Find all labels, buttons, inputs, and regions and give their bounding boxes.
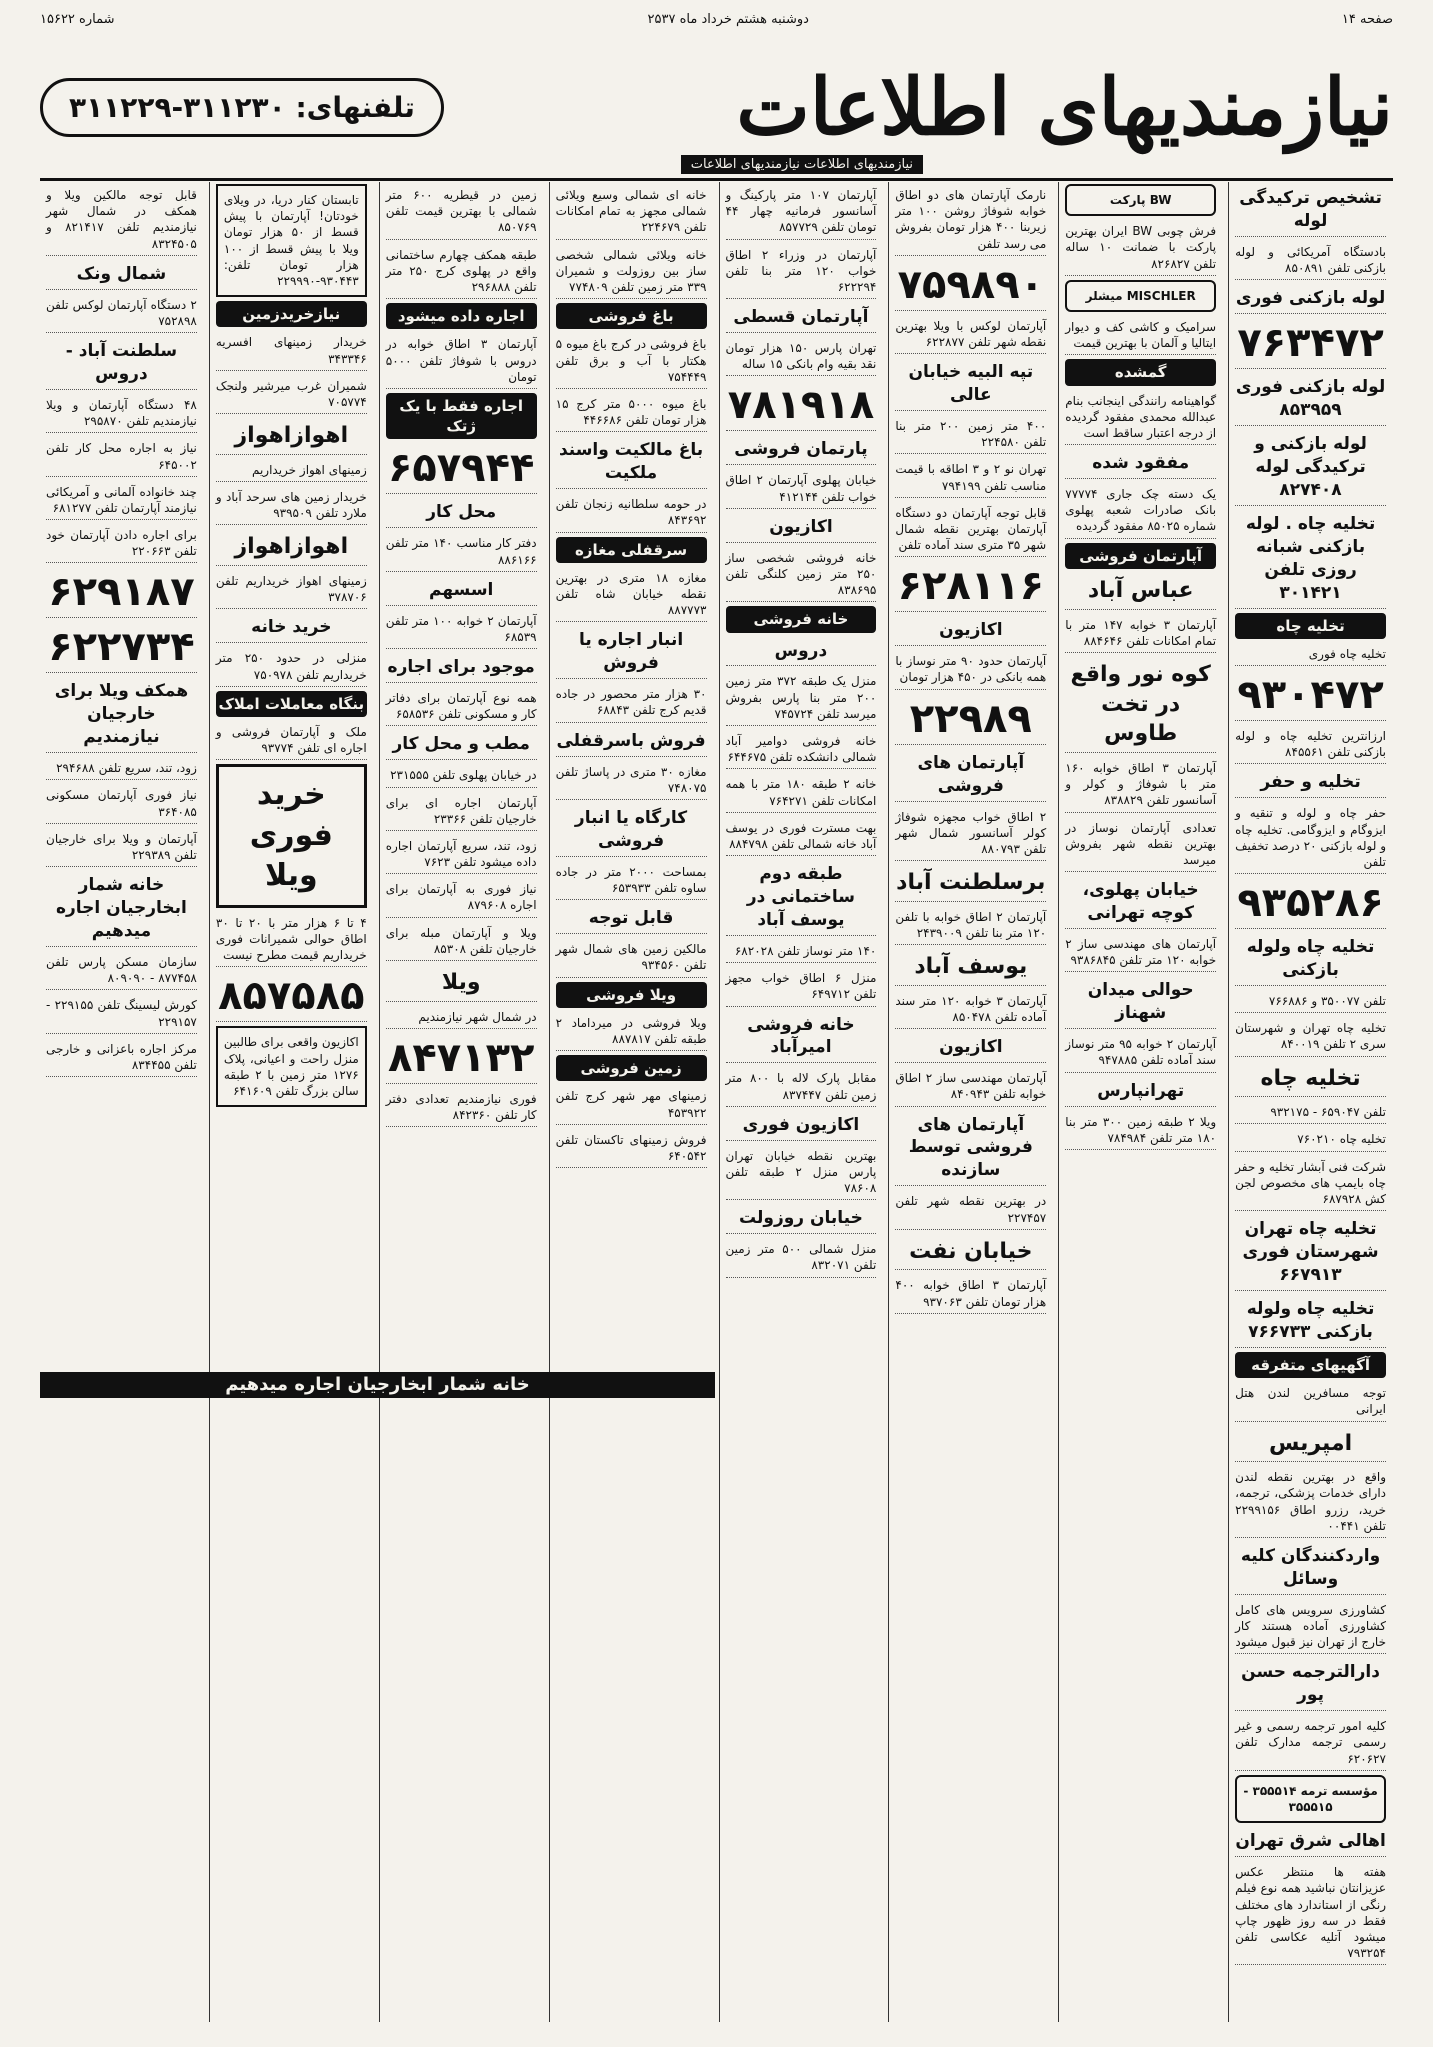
ad-text: بهت مسترت فوری در یوسف آباد خانه شمالی تلفن ۸۸۴۷۹۸ (726, 817, 877, 856)
ad-text: ۴۰۰ متر زمین ۲۰۰ متر بنا تلفن ۲۲۴۵۸۰ (895, 415, 1046, 454)
ad-heading: پارتمان فروشی (726, 435, 877, 465)
ad-heading: شمال ونک (46, 260, 197, 290)
column-2 (1058, 182, 1222, 2022)
masthead-subtitle: نیازمندیهای اطلاعات نیازمندیهای اطلاعات (681, 155, 923, 174)
ad-heading: تخلیه چاه تهران شهرستان فوری ۶۶۷۹۱۳ (1235, 1215, 1386, 1291)
ad-heading: خیابان پهلوی، کوچه تهرانی (1065, 876, 1216, 929)
ad-text: منزل یک طبقه ۳۷۲ متر زمین ۲۰۰ متر بنا پارس بفروش میرسد تلفن ۷۴۵۷۲۴ (726, 670, 877, 726)
ad-text: آپارتمان در وزراء ۲ اطاق خواب ۱۲۰ متر بنا تلفن ۶۲۲۲۹۴ (726, 244, 877, 300)
ad-phone-number: ۷۸۱۹۱۸ (726, 380, 877, 431)
column-3 (888, 182, 1052, 2022)
ad-text: طبقه همکف چهارم ساختمانی واقع در پهلوی کرج ۲۵۰ متر تلفن ۲۹۶۸۸۸ (386, 244, 537, 300)
ad-text: آپارتمان ۳ اطاق خوابه ۱۶۰ متر با شوفاژ و کولر و آسانسور تلفن ۸۳۸۸۲۹ (1065, 757, 1216, 813)
ad-text: آپارتمان های مهندسی ساز ۲ خوابه ۱۲۰ متر تلفن ۹۳۸۶۸۴۵ (1065, 933, 1216, 972)
column-6 (379, 182, 543, 2022)
ad-heading: مطب و محل کار (386, 730, 537, 760)
category-header: زمین فروشی (556, 1055, 707, 1081)
ad-text: مرکز اجاره باعزانی و خارجی تلفن ۸۳۴۴۵۵ (46, 1038, 197, 1077)
ad-heading: باغ مالکیت واسند ملکیت (556, 436, 707, 489)
ad-heading: اسسهم (386, 576, 537, 606)
ad-heading: محل کار (386, 498, 537, 528)
ad-text: منزلی در حدود ۲۵۰ متر خریداریم تلفن ۷۵۰۹۷۸ (216, 647, 367, 686)
ad-title: تخلیه چاه (1235, 1061, 1386, 1098)
ad-text: نیاز فوری آپارتمان مسکونی ۳۶۴۰۸۵ (46, 784, 197, 823)
ad-heading: لوله بازکنی فوری (1235, 284, 1386, 314)
ad-text: آپارتمان حدود ۹۰ متر نوساز با همه بانکی در ۴۵۰ هزار تومان (895, 650, 1046, 689)
ad-heading: لوله بازکنی و ترکیدگی لوله ۸۲۷۴۰۸ (1235, 430, 1386, 506)
ad-title: اهوازاهواز (216, 529, 367, 566)
ad-phone-number: ۷۶۳۴۷۲ (1235, 318, 1386, 369)
ad-text: زود، تند، سریع آپارتمان اجاره داده میشود تلفن ۷۶۲۳ (386, 835, 537, 874)
ad-title: امپریس (1235, 1426, 1386, 1463)
ad-text: فرش چوبی BW ایران بهترین پارکت با ضمانت ۱۰ ساله تلفن ۸۲۶۸۲۷ (1065, 220, 1216, 276)
ad-text: سازمان مسکن پارس تلفن ۸۷۷۴۵۸ - ۸۰۹۰۹۰ (46, 951, 197, 990)
ad-text: آپارتمان ۳ خوابه ۱۴۷ متر با تمام امکانات تلفن ۸۸۴۶۴۶ (1065, 614, 1216, 653)
ad-text: زمینهای مهر شهر کرج تلفن ۴۵۳۹۲۲ (556, 1085, 707, 1124)
ad-text: خانه ۲ طبقه ۱۸۰ متر با همه امکانات تلفن ۷۶۴۲۷۱ (726, 773, 877, 812)
ad-text: فروش زمینهای تاکستان تلفن ۶۴۰۵۴۲ (556, 1129, 707, 1168)
ad-text: یک دسته چک جاری ۷۷۷۷۴ بانک صادرات شعبه پهلوی شماره ۸۵۰۲۵ مفقود گردیده (1065, 483, 1216, 539)
ad-heading: حوالی میدان شهناز (1065, 976, 1216, 1029)
masthead (40, 58, 1393, 181)
ad-text: واقع در بهترین نقطه لندن دارای خدمات پزشکی، ترجمه، خرید، رزرو اطاق ۲۲۹۹۱۵۶ تلفن ۰۰۴۴۱ (1235, 1466, 1386, 1538)
ad-heading: خیابان روزولت (726, 1204, 877, 1234)
ad-text: قابل توجه آپارتمان دو دستگاه آپارتمان بهترین نقطه شمال شهر ۳۵ متری سند آماده تلفن (895, 502, 1046, 558)
ad-text: آپارتمان ۳ اطاق خوابه ۴۰۰ هزار تومان تلفن ۹۳۷۰۶۳ (895, 1274, 1046, 1313)
category-header: بنگاه معاملات املاک (216, 691, 367, 717)
ad-text: ۴ تا ۶ هزار متر با ۲۰ تا ۳۰ اطاق حوالی شمیرانات فوری خریداریم قیمت مطرح نیست (216, 912, 367, 968)
ad-text: تخلیه چاه ۷۶۰۲۱۰ (1235, 1128, 1386, 1151)
ad-heading: موجود برای اجاره (386, 653, 537, 683)
ad-text: هفته ها منتظر عکس عزیزانتان نباشید همه نوع فیلم رنگی از استاندارد های مختلف فقط در سه روز ظهور چاپ میشود آتلیه عکاسی تلفن ۷۹۳۲۵۴ (1235, 1861, 1386, 1965)
ad-heading: فروش باسرقفلی (556, 727, 707, 757)
ad-heading: اکازیون (726, 513, 877, 543)
ad-text: حفر چاه و لوله و تنقیه و ایزوگام و ایزوگامی. تخلیه چاه و لوله بازکنی ۲۰ درصد تخفیف تلفن (1235, 802, 1386, 874)
ad-text: فوری نیازمندیم تعدادی دفتر کار تلفن ۸۴۲۳۶۰ (386, 1088, 537, 1127)
ad-text: زمین در قیطریه ۶۰۰ متر شمالی با بهترین قیمت تلفن ۸۵۰۷۶۹ (386, 184, 537, 240)
column-4 (719, 182, 883, 2022)
brand-ad: BW پارکت (1065, 184, 1216, 216)
phone-box: تلفنهای: ۳۱۱۲۳۰-۳۱۱۲۲۹ (40, 78, 444, 137)
ad-text: آپارتمان ۳ خوابه ۱۲۰ متر سند آماده تلفن ۸۵۰۴۷۸ (895, 990, 1046, 1029)
ad-text: ۱۴۰ متر نوساز تلفن ۶۸۲۰۲۸ (726, 940, 877, 963)
ad-phone-number: ۶۲۸۱۱۶ (895, 561, 1046, 612)
ad-text: باغ میوه ۵۰۰۰ متر کرج ۱۵ هزار تومان تلفن ۴۴۶۶۸۶ (556, 393, 707, 432)
ad-text: ۳۰ هزار متر محصور در جاده قدیم کرج تلفن ۶۸۸۴۳ (556, 683, 707, 722)
ad-text: نیاز به اجاره محل کار تلفن ۶۴۵۰۰۲ (46, 437, 197, 476)
ad-phone-number: ۹۳۰۴۷۲ (1235, 670, 1386, 721)
column-1 (1228, 182, 1392, 2022)
ad-heading: تخلیه و حفر (1235, 768, 1386, 798)
ad-heading: واردکنندگان کلیه وسائل (1235, 1542, 1386, 1595)
ad-text: خانه ویلائی شمالی شخصی ساز بین روزولت و شمیران ۳۳۹ متر زمین تلفن ۷۷۴۸۰۹ (556, 244, 707, 300)
ad-text: نارمک آپارتمان های دو اطاق خوابه شوفاژ روشن ۱۰۰ متر زیربنا ۴۰۰ هزار تومان بفروش می رسد تلفن (895, 184, 1046, 256)
ad-text: تلفن ۶۵۹۰۴۷ - ۹۳۲۱۷۵ (1235, 1101, 1386, 1124)
ad-text: در بهترین نقطه شهر تلفن ۲۲۷۴۵۷ (895, 1190, 1046, 1229)
ad-text: آپارتمان ۱۰۷ متر پارکینگ و آسانسور فرمانیه چهار ۴۴ تومان تلفن ۸۵۷۷۲۹ (726, 184, 877, 240)
ad-heading: آپارتمان های فروشی توسط سازنده (895, 1111, 1046, 1187)
ad-text: نیاز فوری به آپارتمان برای اجاره ۸۷۹۶۰۸ (386, 878, 537, 917)
ad-heading: اکازیون (895, 1033, 1046, 1063)
ad-text: ۲ دستگاه آپارتمان لوکس تلفن ۷۵۲۸۹۸ (46, 294, 197, 333)
ad-heading: دارالترجمه حسن پور (1235, 1658, 1386, 1711)
ad-heading: همکف ویلا برای خارجیان نیازمندیم (46, 677, 197, 753)
ad-phone-number: ۸۴۷۱۳۲ (386, 1033, 537, 1084)
ad-heading: تخلیه چاه ولوله بازکنی (1235, 933, 1386, 986)
ad-text: خیابان پهلوی آپارتمان ۲ اطاق خواب تلفن ۴۱۲۱۴۴ (726, 469, 877, 508)
ad-text: مالکین زمین های شمال شهر تلفن ۹۳۴۵۶۰ (556, 938, 707, 977)
ad-text: قابل توجه مالکین ویلا و همکف در شمال شهر نیازمندیم تلفن ۸۲۱۴۱۷ و ۸۳۲۴۵۰۵ (46, 184, 197, 256)
ad-title: عباس آباد (1065, 573, 1216, 610)
ad-heading: اکازیون فوری (726, 1111, 877, 1141)
ad-heading: کارگاه یا انبار فروشی (556, 804, 707, 857)
brand-ad: MISCHLER میشلر (1065, 280, 1216, 312)
ad-heading: طبقه دوم ساختمانی در یوسف آباد (726, 860, 877, 936)
ad-text: خانه فروشی شخصی ساز ۲۵۰ متر زمین کلنگی تلفن ۸۳۸۶۹۵ (726, 547, 877, 603)
ad-heading: مفقود شده (1065, 449, 1216, 479)
page-date: دوشنبه هشتم خرداد ماه ۲۵۳۷ (647, 12, 809, 27)
ad-text: ملک و آپارتمان فروشی و اجاره ای تلفن ۹۳۷۷۴ (216, 721, 367, 760)
ad-text: کلیه امور ترجمه رسمی و غیر رسمی ترجمه مدارک تلفن ۶۲۰۶۲۷ (1235, 1715, 1386, 1771)
ad-text: شرکت فنی آبشار تخلیه و حفر چاه بایمپ های مخصوص لجن کش ۶۸۷۹۲۸ (1235, 1156, 1386, 1212)
ad-text: آپارتمان ۲ خوابه ۱۰۰ متر تلفن ۶۸۵۳۹ (386, 610, 537, 649)
category-header: آپارتمان فروشی (1065, 543, 1216, 569)
ad-text: آپارتمان اجاره ای برای خارجیان تلفن ۲۳۳۶۶ (386, 792, 537, 831)
ad-text: باغ فروشی در کرج باغ میوه ۵ هکتار با آب و برق تلفن ۷۵۴۴۴۹ (556, 333, 707, 389)
ad-heading: لوله بازکنی فوری ۸۵۳۹۵۹ (1235, 373, 1386, 426)
classifieds-columns (40, 182, 1392, 2022)
ad-heading: سلطنت آباد - دروس (46, 337, 197, 390)
ad-text: سرامیک و کاشی کف و دیوار ایتالیا و آلمان با بهترین قیمت (1065, 316, 1216, 355)
ad-text: شمیران غرب میرشیر ولنجک ۷۰۵۷۷۴ (216, 375, 367, 414)
ad-text: در خیابان پهلوی تلفن ۲۳۱۵۵۵ (386, 764, 537, 787)
ad-heading: تخلیه چاه . لوله بازکنی شبانه روزی تلفن ۳۰۱۴۲۱ (1235, 510, 1386, 609)
rental-strip-banner: خانه شمار ابخارجیان اجاره میدهیم (40, 1372, 715, 1398)
ad-heading: تشخیص ترکیدگی لوله (1235, 184, 1386, 237)
ad-text: کورش لیسینگ تلفن ۲۲۹۱۵۵ - ۲۲۹۱۵۷ (46, 994, 197, 1033)
ad-text: زمینهای اهواز خریداریم تلفن ۳۷۸۷۰۶ (216, 570, 367, 609)
ad-text: بهترین نقطه خیابان تهران پارس منزل ۲ طبقه تلفن ۷۸۶۰۸ (726, 1145, 877, 1201)
ad-heading: تهرانپارس (1065, 1077, 1216, 1107)
ad-text: بادستگاه آمریکائی و لوله بازکنی تلفن ۸۵۰۸۹۱ (1235, 241, 1386, 280)
ad-text: تخلیه چاه تهران و شهرستان سری ۲ تلفن ۸۴۰۰۱۹ (1235, 1017, 1386, 1056)
ad-text: خریدار زمینهای افسریه ۳۴۳۳۴۶ (216, 331, 367, 370)
ad-text: تلفن ۳۵۰۰۷۷ و ۷۶۶۸۸۶ (1235, 990, 1386, 1013)
category-header: خانه فروشی (726, 606, 877, 632)
ad-phone-number: ۲۲۹۸۹ (895, 694, 1046, 745)
ad-text: همه نوع آپارتمان برای دفاتر کار و مسکونی تلفن ۶۵۸۵۳۶ (386, 687, 537, 726)
ad-text: تعدادی آپارتمان نوساز در بهترین نقطه شهر بفروش میرسد (1065, 817, 1216, 873)
ad-text: در حومه سلطانیه زنجان تلفن ۸۴۳۶۹۲ (556, 493, 707, 532)
ad-text: مغازه ۱۸ متری در بهترین نقطه خیابان شاه تلفن ۸۸۷۷۷۳ (556, 567, 707, 623)
ad-title: کوه نور واقع در تخت طاوس (1065, 657, 1216, 753)
ad-text: مغازه ۳۰ متری در پاساژ تلفن ۷۴۸۰۷۵ (556, 761, 707, 800)
ad-text: خریدار زمین های سرحد آباد و ملارد تلفن ۹۳۹۵۰۹ (216, 486, 367, 525)
category-header: ویلا فروشی (556, 982, 707, 1008)
issue-number: شماره ۱۵۶۲۲ (40, 12, 115, 27)
category-header: اجاره فقط با یک ژتک (386, 393, 537, 440)
ad-heading: خرید خانه (216, 613, 367, 643)
ad-heading: آپارتمان های فروشی (895, 749, 1046, 802)
page-number: صفحه ۱۴ (1341, 12, 1393, 27)
ad-heading: خانه فروشی امیرآباد (726, 1011, 877, 1064)
ad-heading: دروس (726, 637, 877, 667)
ad-heading: اهالی شرق تهران (1235, 1827, 1386, 1857)
ad-title: ویلا (386, 965, 537, 1002)
ad-text: بمساحت ۲۰۰۰ متر در جاده ساوه تلفن ۶۵۳۹۳۳ (556, 861, 707, 900)
ad-title: یوسف آباد (895, 949, 1046, 986)
ad-phone-number: ۷۵۹۸۹۰ (895, 260, 1046, 311)
ad-text: برای اجاره دادن آپارتمان خود تلفن ۲۲۰۶۶۳ (46, 524, 197, 563)
ad-text: توجه مسافرین لندن هتل ایرانی (1235, 1382, 1386, 1421)
ad-heading: خانه شمار ابخارجیان اجاره میدهیم (46, 871, 197, 947)
ad-heading: قابل توجه (556, 904, 707, 934)
category-header: گمشده (1065, 359, 1216, 385)
ad-text: خانه فروشی دوامیر آباد شمالی دانشکده تلفن ۶۴۴۶۷۵ (726, 730, 877, 769)
ad-phone-number: ۶۵۷۹۴۴ (386, 443, 537, 494)
ad-phone-number: ۶۲۲۷۳۴ (46, 622, 197, 673)
column-5 (549, 182, 713, 2022)
ad-text: ۴۸ دستگاه آپارتمان و ویلا نیازمندیم تلفن ۲۹۵۸۷۰ (46, 394, 197, 433)
ad-text: ویلا و آپارتمان مبله برای خارجیان تلفن ۸۵۳۰۸ (386, 922, 537, 961)
ad-text: ویلا فروشی در میرداماد ۲ طبقه تلفن ۸۸۷۸۱۷ (556, 1012, 707, 1051)
ad-heading: اکازیون (895, 616, 1046, 646)
ad-heading: تخلیه چاه ولوله بازکنی ۷۶۶۷۳۳ (1235, 1295, 1386, 1348)
ad-text: ارزانترین تخلیه چاه و لوله بازکنی تلفن ۸۴۵۵۶۱ (1235, 725, 1386, 764)
banner-ad: خرید فوری ویلا (216, 764, 367, 908)
ad-text: آپارتمان مهندسی ساز ۲ اطاق خوابه تلفن ۸۴۰۹۴۳ (895, 1067, 1046, 1106)
masthead-title: نیازمندیهای اطلاعات (736, 62, 1393, 153)
ad-text: چند خانواده آلمانی و آمریکائی نیازمند آپارتمان تلفن ۶۸۱۲۷۷ (46, 481, 197, 520)
column-7 (209, 182, 373, 2022)
ad-text: منزل ۶ اطاق خواب مجهز تلفن ۶۴۹۷۱۲ (726, 967, 877, 1006)
ad-heading: آپارتمان قسطی (726, 303, 877, 333)
ad-phone-number: ۸۵۷۵۸۵ (216, 971, 367, 1022)
ad-phone-number: ۶۲۹۱۸۷ (46, 567, 197, 618)
ad-text: دفتر کار مناسب ۱۴۰ متر تلفن ۸۸۶۱۶۶ (386, 532, 537, 571)
ad-text: آپارتمان ۳ اطاق خوابه در دروس با شوفاژ تلفن ۵۰۰۰ تومان (386, 333, 537, 389)
category-header: باغ فروشی (556, 303, 707, 329)
ad-text: ویلا ۲ طبقه زمین ۳۰۰ متر بنا ۱۸۰ متر تلفن ۷۸۴۹۸۴ (1065, 1111, 1216, 1150)
ad-text: آپارتمان ۲ اطاق خوابه با تلفن ۱۲۰ متر بنا تلفن ۲۴۳۹۰۰۹ (895, 906, 1046, 945)
ad-text: آپارتمان ۲ خوابه ۹۵ متر نوساز سند آماده تلفن ۹۴۷۸۸۵ (1065, 1033, 1216, 1072)
ad-heading: انبار اجاره یا فروش (556, 626, 707, 679)
ad-text: ۲ اطاق خواب مجهزه شوفاژ کولر آسانسور شمال شهر تلفن ۸۸۰۷۹۳ (895, 806, 1046, 862)
ad-text: مقابل پارک لاله با ۸۰۰ متر زمین تلفن ۸۳۷۴۴۷ (726, 1067, 877, 1106)
ad-phone-number: ۹۳۵۲۸۶ (1235, 878, 1386, 929)
ad-text: تهران پارس ۱۵۰ هزار تومان نقد بقیه وام بانکی ۱۵ ساله (726, 337, 877, 376)
column-8 (40, 182, 203, 2022)
ad-title: خیابان نفت (895, 1234, 1046, 1271)
ad-title: اهوازاهواز (216, 418, 367, 455)
category-header: آگهیهای متفرقه (1235, 1352, 1386, 1378)
ad-text: خانه ای شمالی وسیع ویلائی شمالی مجهز به تمام امکانات تلفن ۲۲۴۶۷۹ (556, 184, 707, 240)
brand-ad: مؤسسه ترمه ۳۵۵۵۱۴ - ۳۵۵۵۱۵ (1235, 1775, 1386, 1823)
ad-text: تخلیه چاه فوری (1235, 643, 1386, 666)
boxed-ad: تابستان کنار دریا، در ویلای خودتان! آپارتمان با پیش قسط از ۵۰ هزار تومان ویلا با پیش قسط از ۱۰۰ هزار تومان تلفن: ۹۳۰۴۴۳-۲۲۹۹۹۰ (216, 184, 367, 297)
ad-text: آپارتمان و ویلا برای خارجیان تلفن ۲۲۹۳۸۹ (46, 828, 197, 867)
category-header: اجاره داده میشود (386, 303, 537, 329)
ad-text: کشاورزی سرویس های کامل کشاورزی آماده هستند کار خارج از تهران نیز قبول میشود (1235, 1599, 1386, 1655)
ad-text: زود، تند، سریع تلفن ۲۹۴۶۸۸ (46, 757, 197, 780)
ad-text: تهران نو ۲ و ۳ اطاقه با قیمت مناسب تلفن ۷۹۴۱۹۹ (895, 458, 1046, 497)
ad-heading: تپه البیه خیابان عالی (895, 358, 1046, 411)
ad-text: منزل شمالی ۵۰۰ متر زمین تلفن ۸۳۲۰۷۱ (726, 1238, 877, 1277)
boxed-ad: اکازیون واقعی برای طالبین منزل راحت و اعیانی، پلاک ۱۲۷۶ متر زمین با ۲ طبقه سالن بزرگ تلفن ۶۴۱۶۰۹ (216, 1026, 367, 1107)
ad-text: گواهینامه رانندگی اینجانب بنام عبدالله محمدی مفقود گردیده از درجه اعتبار ساقط است (1065, 390, 1216, 446)
ad-text: آپارتمان لوکس با ویلا بهترین نقطه شهر تلفن ۶۲۲۸۷۷ (895, 315, 1046, 354)
ad-text: در شمال شهر نیازمندیم (386, 1006, 537, 1029)
ad-text: زمینهای اهواز خریداریم (216, 459, 367, 482)
page-header (40, 12, 1393, 34)
category-header: نیازخریدزمین (216, 301, 367, 327)
category-header: تخلیه چاه (1235, 613, 1386, 639)
ad-title: برسلطنت آباد (895, 865, 1046, 902)
category-header: سرقفلی مغازه (556, 537, 707, 563)
